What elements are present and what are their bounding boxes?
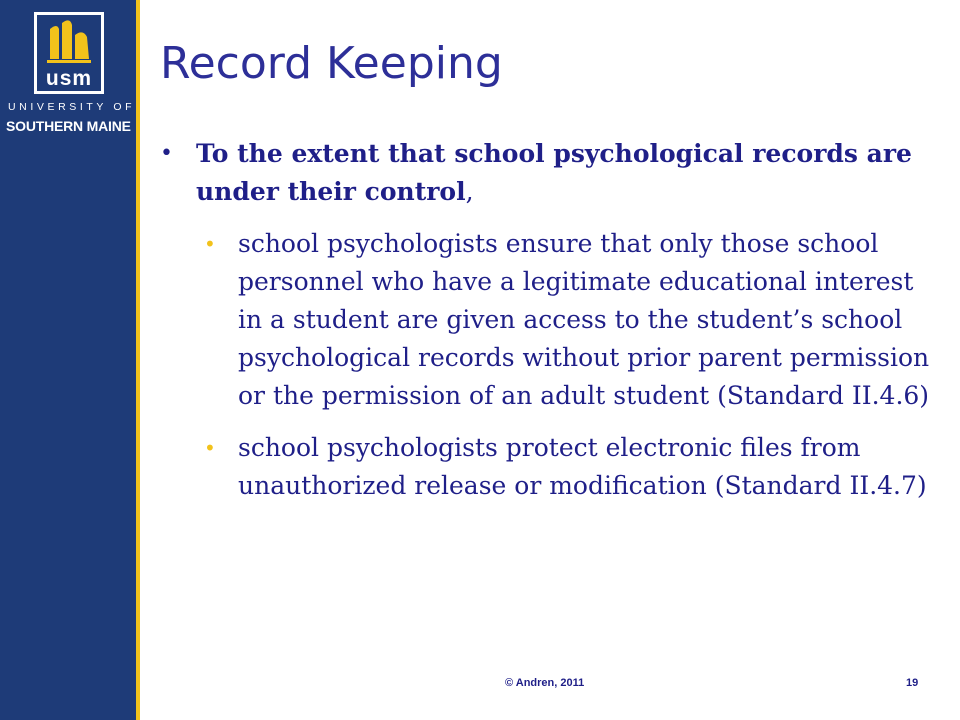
bullet-dot-icon: • (160, 141, 173, 166)
bullet-level1 (160, 135, 940, 211)
slide-title: Record Keeping (160, 38, 503, 89)
sub-bullet-dot-icon: • (204, 232, 216, 256)
bullet1-bold-text: To the extent that school psychological records are under their control (196, 139, 912, 206)
page-number: 19 (906, 677, 919, 689)
university-name-line2: SOUTHERN MAINE (6, 118, 131, 134)
sub-bullet-dot-icon: • (204, 436, 216, 460)
university-name-line1: UNIVERSITY OF (8, 101, 136, 113)
footer-copyright: © Andren, 2011 (505, 677, 585, 689)
sub-bullet-2-text: school psychologists protect electronic files from unauthorized release or modification (Standard II.4.7) (238, 433, 927, 500)
slide-content (160, 135, 940, 505)
bullet1-trailing: , (465, 177, 474, 206)
sub-bullet-1-text: school psychologists ensure that only those school personnel who have a legitimate educational interest in a student are given access to the student’s school psychological records without prior parent permission or the permission of an adult student (Standard II.4.6) (238, 229, 930, 410)
sidebar (0, 0, 136, 720)
usm-logo (34, 12, 104, 94)
gold-divider (136, 0, 140, 720)
sub-bullet-1 (160, 225, 940, 415)
sub-bullet-2 (160, 429, 940, 505)
logo-usm-text: usm (45, 67, 93, 90)
